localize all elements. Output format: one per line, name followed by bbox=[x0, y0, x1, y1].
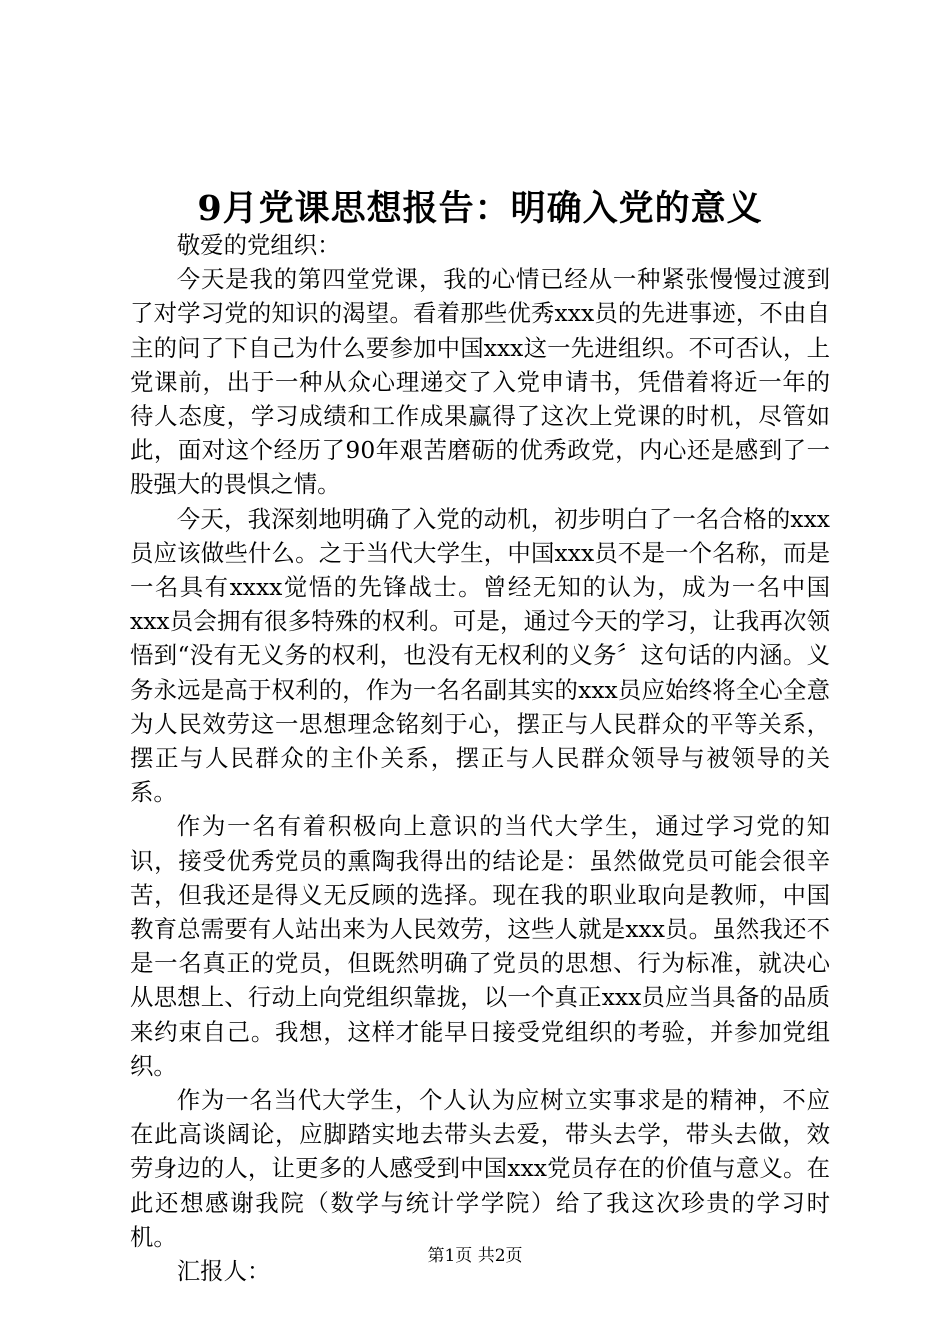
document-title: 9月党课思想报告：明确入党的意义 bbox=[197, 188, 763, 229]
paragraph: 今天，我深刻地明确了入党的动机，初步明白了一名合格的xxx员应该做些什么。之于当代大学生，中国xxx员不是一个名称，而是一名具有xxxx觉悟的先锋战士。曾经无知的认为，成为一名中国xxx员会拥有很多特殊的权利。可是，通过今天的学习，让我再次领悟到“没有无义务的权利，也没有无权利的义务〞这句话的内涵。义务永远是高于权利的，作为一名名副其实的xxx员应始终将全心全意为人民效劳这一思想理念铭刻于心，摆正与人民群众的平等关系，摆正与人民群众的主仆关系，摆正与人民群众领导与被领导的关系。 bbox=[130, 504, 830, 807]
document-body bbox=[130, 228, 830, 1288]
paragraph: 作为一名有着积极向上意识的当代大学生，通过学习党的知识，接受优秀党员的熏陶我得出的结论是：虽然做党员可能会很辛苦，但我还是得义无反顾的选择。现在我的职业取向是教师，中国教育总需要有人站出来为人民效劳，这些人就是xxx员。虽然我还不是一名真正的党员，但既然明确了党员的思想、行为标准，就决心从思想上、行动上向党组织靠拢，以一个真正xxx员应当具备的品质来约束自己。我想，这样才能早日接受党组织的考验，并参加党组织。 bbox=[130, 812, 830, 1080]
paragraph: 今天是我的第四堂党课，我的心情已经从一种紧张慢慢过渡到了对学习党的知识的渴望。看着那些优秀xxx员的先进事迹，不由自主的问了下自己为什么要参加中国xxx这一先进组织。不可否认，上党课前，出于一种从众心理递交了入党申请书，凭借着将近一年的待人态度，学习成绩和工作成果赢得了这次上党课的时机，尽管如此，面对这个经历了90年艰苦磨砺的优秀政党，内心还是感到了一股强大的畏惧之情。 bbox=[130, 265, 830, 499]
paragraph: 作为一名当代大学生，个人认为应树立实事求是的精神，不应在此高谈阔论，应脚踏实地去带头去爱，带头去学，带头去做，效劳身边的人，让更多的人感受到中国xxx党员存在的价值与意义。在此还想感谢我院（数学与统计学学院）给了我这次珍贵的学习时机。 bbox=[130, 1086, 830, 1251]
page-footer bbox=[0, 1244, 950, 1268]
signature-line: 汇报人： bbox=[176, 1257, 271, 1286]
salutation: 敬爱的党组织： bbox=[176, 231, 341, 259]
page-number: 第1页 共2页 bbox=[427, 1246, 523, 1266]
